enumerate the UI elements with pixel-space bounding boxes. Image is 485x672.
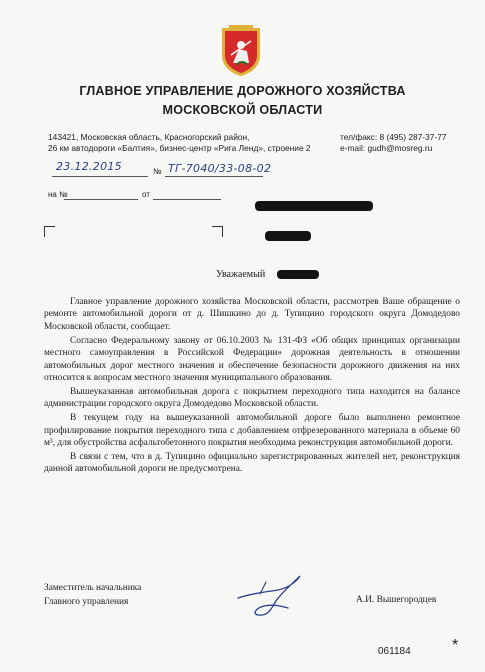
asterisk-mark: * <box>452 637 459 654</box>
phone-text: тел/факс: 8 (495) 287-37-77 <box>340 132 447 142</box>
redacted-recipient-name <box>255 201 373 211</box>
greeting-text: Уважаемый <box>216 269 266 280</box>
organization-address <box>48 132 311 153</box>
position-line: Заместитель начальника <box>44 583 142 593</box>
paragraph: Главное управление дорожного хозяйства Московской области, рассмотрев Ваше обращение о ремонте автомобильной дороги от д. Шишкино до д. Тупицино городского округа Домодедово Московской области, сообщает. <box>44 297 460 332</box>
redacted-addressee-name <box>277 270 319 279</box>
greeting <box>216 269 265 280</box>
signatory-name: А.И. Вышегородцев <box>356 595 437 605</box>
address-line: 143421, Московская область, Красногорский район, <box>48 132 250 142</box>
email-text: e-mail: gudh@mosreg.ru <box>340 142 433 153</box>
date-line <box>52 176 148 177</box>
handwritten-number: ТГ-7040/33-08-02 <box>168 162 272 175</box>
paragraph: В связи с тем, что в д. Тупицино официально зарегистрированных жителей нет, реконструкция данной автомобильной дороги не предусмотрена. <box>44 451 460 475</box>
signatory-position <box>44 581 141 609</box>
handwritten-date: 23.12.2015 <box>56 160 122 173</box>
organization-region: МОСКОВСКОЙ ОБЛАСТИ <box>162 103 323 117</box>
letter-body <box>44 296 460 477</box>
moscow-oblast-coat-of-arms-icon <box>219 25 263 77</box>
organization-contacts <box>340 132 447 153</box>
left-corner-mark <box>44 226 55 237</box>
reference-from-label: от <box>142 190 150 199</box>
paragraph: В текущем году на вышеуказанной автомобильной дороге было выполнено ремонтное профилирование покрытия переходного типа с добавлением отфрезерованного материала в объеме 60 м³, для обустройства асфальтобетонного покрытия необходима реконструкция автомобильной дороги. <box>44 413 460 448</box>
number-line <box>165 176 263 177</box>
position-line: Главного управления <box>44 597 129 607</box>
reference-label: на № <box>48 190 68 199</box>
redacted-recipient-detail <box>265 231 311 241</box>
organization-title: ГЛАВНОЕ УПРАВЛЕНИЕ ДОРОЖНОГО ХОЗЯЙСТВА <box>79 84 406 98</box>
paragraph: Вышеуказанная автомобильная дорога с покрытием переходного типа находится на балансе администрации городского округа Домодедово Московской области. <box>44 386 460 410</box>
right-corner-mark <box>212 226 223 237</box>
address-line: 26 км автодороги «Балтия», бизнес-центр «Рига Ленд», строение 2 <box>48 142 311 153</box>
number-label: № <box>153 167 162 176</box>
reference-date-line <box>153 199 221 200</box>
document-number: 061184 <box>378 646 411 657</box>
reference-number-line <box>64 199 138 200</box>
paragraph: Согласно Федеральному закону от 06.10.2003 № 131-ФЗ «Об общих принципах организации местного самоуправления в Российской Федерации» дорожная деятельность в отношении автомобильных дорог местного значения и обеспечение безопасности дорожного движения на них относится к вопросам местного значения муниципального образования. <box>44 335 460 383</box>
handwritten-signature <box>230 568 310 618</box>
